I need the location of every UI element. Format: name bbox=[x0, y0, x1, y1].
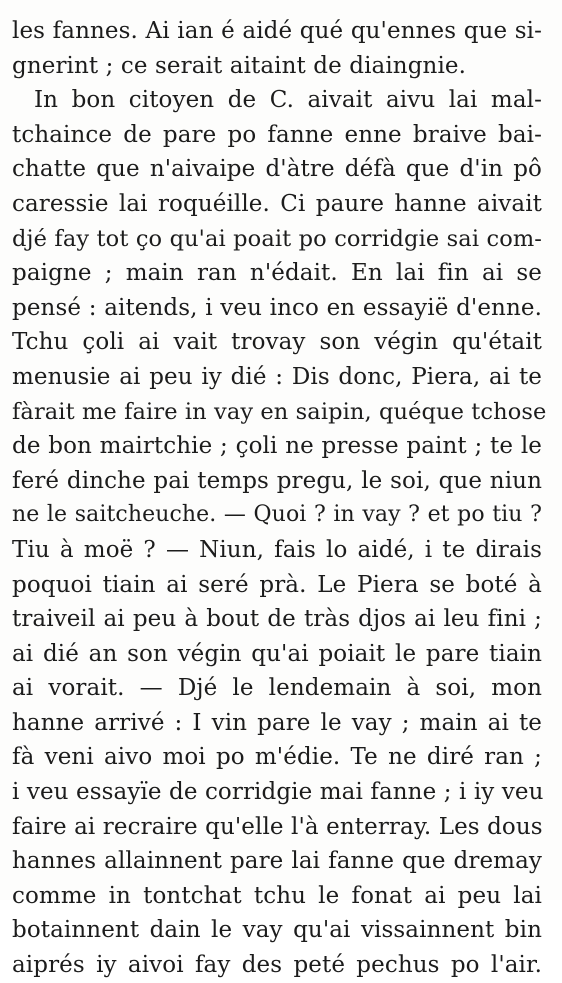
text-line: gnerint ; ce serait aitaint de diaingnie. bbox=[12, 52, 467, 79]
paragraph-start-line: In bon citoyen de C. aivait aivu lai mal- bbox=[34, 87, 542, 114]
text-line: pensé : aitends, i veu inco en essayië d'enne. bbox=[12, 294, 542, 321]
text-line: chatte que n'aivaipe d'àtre défà que d'in pô bbox=[12, 156, 542, 183]
text-line: hanne arrivé : I vin pare le vay ; main ai te bbox=[12, 709, 542, 736]
text-line: djé fay tot ço qu'ai poait po corridgie sai com- bbox=[12, 225, 542, 252]
text-line: botainnent dain le vay qu'ai vissainnent bin bbox=[12, 917, 542, 944]
text-line: traiveil ai peu à bout de tràs djos ai leu fini ; bbox=[12, 606, 542, 633]
text-line: caressie lai roquéille. Ci paure hanne aivait bbox=[12, 190, 542, 217]
text-line: menusie ai peu iy dié : Dis donc, Piera, ai te bbox=[12, 363, 542, 390]
text-line: feré dinche pai temps pregu, le soi, que niun bbox=[12, 467, 542, 494]
text-line: i veu essayïe de corridgie mai fanne ; i iy veu bbox=[12, 779, 544, 806]
text-line: faire ai recraire qu'elle l'à enterray. Les dous bbox=[12, 813, 543, 840]
text-line: hannes allainnent pare lai fanne que dremay bbox=[12, 848, 542, 875]
text-line: paigne ; main ran n'édait. En lai fin ai se bbox=[12, 260, 542, 287]
text-line: ai vorait. — Djé le lendemain à soi, mon bbox=[12, 675, 542, 702]
body-text bbox=[12, 14, 547, 983]
text-line: fàrait me faire in vay en saipin, quéque tchose bbox=[12, 398, 547, 425]
text-line: fà veni aivo moi po m'édie. Te ne diré ran ; bbox=[12, 744, 542, 771]
text-line: aiprés iy aivoi fay des peté pechus po l'air. bbox=[12, 952, 542, 979]
text-line: de bon mairtchie ; çoli ne presse paint ; te le bbox=[12, 433, 542, 460]
text-line: Tiu à moë ? — Niun, fais lo aidé, i te dirais bbox=[12, 536, 542, 563]
text-line: ne le saitcheuche. — Quoi ? in vay ? et po tiu ? bbox=[12, 502, 542, 528]
text-line: ai dié an son végin qu'ai poiait le pare tiain bbox=[12, 640, 542, 667]
text-line: Tchu çoli ai vait trovay son végin qu'était bbox=[12, 329, 542, 356]
text-line: comme in tontchat tchu le fonat ai peu lai bbox=[12, 882, 542, 909]
text-line: poquoi tiain ai seré prà. Le Piera se boté à bbox=[12, 571, 542, 598]
text-line: tchaince de pare po fanne enne braive bai- bbox=[12, 121, 542, 148]
text-line: les fannes. Ai ian é aidé qué qu'ennes que si- bbox=[12, 18, 542, 44]
